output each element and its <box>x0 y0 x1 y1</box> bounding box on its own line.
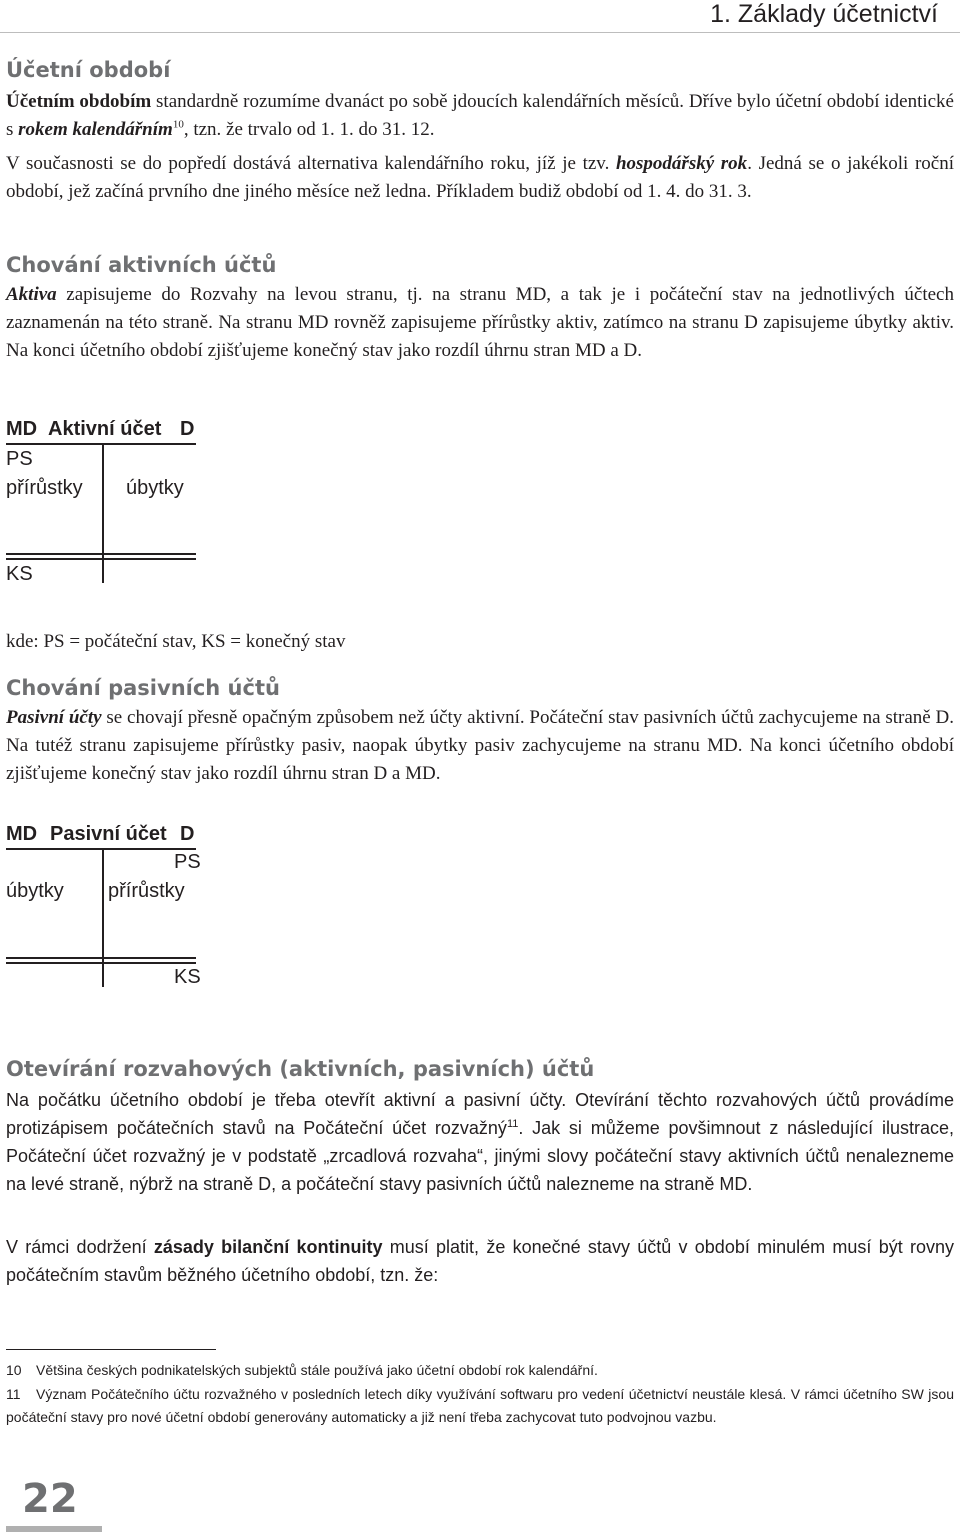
t-account-top-rule <box>6 443 196 445</box>
paragraph-text: musí platit, že konečné stavy účtů v období minulém musí být rovny počátečním stavům běžného účetního období, tzn. že: <box>6 1237 954 1285</box>
footnote-text: Většina českých podnikatelských subjektů stále používá jako účetní období rok kalendářní. <box>36 1362 598 1378</box>
t-account-opening-balance: PS <box>174 851 201 873</box>
paragraph-period-definition <box>6 88 954 144</box>
t-account-sum-rule <box>6 957 196 959</box>
term-balance-continuity: zásady bilanční kontinuity <box>153 1237 383 1257</box>
paragraph-text: , tzn. že trvalo od 1. 1. do 31. 12. <box>183 119 435 140</box>
footnote-rule <box>6 1349 216 1350</box>
section-heading-active: Chování aktivních účtů <box>6 253 277 277</box>
t-account-opening-balance: PS <box>6 448 33 470</box>
paragraph-text: . Jak si můžeme povšimnout z následující ilustrace, Počáteční účet rozvažný je v podstatě „zrcadlová rozvaha“, jinými slovy počáteční stavy aktivních účtů nenalezneme na levé straně, nýbrž na straně D, a počáteční stavy pasivních účtů nalezneme na straně MD. <box>6 1118 954 1194</box>
page-number: 22 <box>22 1476 78 1522</box>
footnote-ref-10: 10 <box>172 118 184 131</box>
t-account-divider <box>102 445 104 583</box>
t-account-top-rule <box>6 848 196 850</box>
t-account-left-header: MD <box>6 418 38 440</box>
paragraph-text: V současnosti se do popředí dostává alternativa kalendářního roku, jíž je tzv. <box>6 153 616 174</box>
term-assets: Aktiva <box>6 284 57 305</box>
t-account-sum-rule <box>6 553 196 555</box>
t-account-right-header: D <box>180 823 195 845</box>
header-rule <box>0 32 960 33</box>
paragraph-passive-accounts <box>6 704 954 788</box>
paragraph-text: zapisujeme do Rozvahy na levou stranu, tj. na stranu MD, a tak je i počáteční stav na jednotlivých účtech zaznamenán na této straně. Na stranu MD rovněž zapisujeme přírůstky aktiv, zatímco na stranu D zapisujeme úbytky aktiv. Na konci účetního období zjišťujeme konečný stav jako rozdíl úhrnu stran MD a D. <box>6 284 954 361</box>
t-account-left-entry: přírůstky <box>6 477 83 499</box>
paragraph-text: standardně rozumíme dvanáct po sobě jdoucích kalendářních měsíců. Dříve bylo účetní období identické s <box>6 91 954 140</box>
section-heading-passive: Chování pasivních účtů <box>6 676 280 700</box>
paragraph-fiscal-year <box>6 150 954 206</box>
footnote-10 <box>6 1359 954 1382</box>
term-calendar-year: rokem kalendářním <box>18 119 173 140</box>
t-account-divider <box>102 850 104 987</box>
term-liabilities: Pasivní účty <box>6 707 102 728</box>
section-heading-period: Účetní období <box>6 58 171 82</box>
paragraph-text: Na počátku účetního období je třeba otevřít aktivní a pasivní účty. Otevírání těchto rozvahových účtů provádíme protizápisem počátečních stavů na Počáteční účet rozvažný <box>6 1090 954 1138</box>
footnote-number: 10 <box>6 1362 22 1378</box>
term-accounting-period: Účetním obdobím <box>6 91 152 112</box>
t-account-closing-balance: KS <box>174 966 201 988</box>
page-number-bar <box>6 1526 102 1532</box>
t-account-closing-balance: KS <box>6 563 33 585</box>
t-account-left-header: MD <box>6 823 38 845</box>
t-account-sum-rule <box>6 558 196 560</box>
footnote-11 <box>6 1383 954 1429</box>
paragraph-text: . Jedná se o jakékoli roční období, jež začíná prvního dne jiného měsíce než ledna. Příkladem budiž období od 1. 4. do 31. 3. <box>6 153 954 202</box>
footnote-text: Význam Počátečního účtu rozvažného v posledních letech díky využívání softwaru pro vedení účetnictví neustále klesá. V rámci účetního SW jsou počáteční stavy pro nové účetní období generovány automaticky a již není třeba zachycovat tuto podvojnou vazbu. <box>6 1386 954 1425</box>
t-account-left-entry: úbytky <box>6 880 64 902</box>
term-fiscal-year: hospodářský rok <box>615 153 748 174</box>
paragraph-balance-continuity <box>6 1233 954 1289</box>
t-account-title: Pasivní účet <box>50 823 167 845</box>
t-account-title: Aktivní účet <box>48 418 162 440</box>
paragraph-active-accounts <box>6 281 954 365</box>
paragraph-opening-accounts <box>6 1086 954 1198</box>
paragraph-text: V rámci dodržení <box>6 1237 154 1257</box>
footnote-number: 11 <box>6 1386 21 1402</box>
legend-ps-ks: kde: PS = počáteční stav, KS = konečný stav <box>6 631 346 652</box>
t-account-right-entry: úbytky <box>126 477 184 499</box>
footnote-ref-11: 11 <box>506 1118 519 1130</box>
chapter-header: 1. Základy účetnictví <box>710 0 938 28</box>
t-account-right-header: D <box>180 418 195 440</box>
paragraph-text: se chovají přesně opačným způsobem než účty aktivní. Počáteční stav pasivních účtů zachycujeme na straně D. Na tutéž stranu zapisujeme přírůstky pasiv, naopak úbytky pasiv zachycujeme na stranu MD. Na konci účetního období zjišťujeme konečný stav jako rozdíl úhrnu stran D a MD. <box>6 707 954 784</box>
t-account-sum-rule <box>6 962 196 964</box>
t-account-right-entry: přírůstky <box>108 880 185 902</box>
section-heading-opening: Otevírání rozvahových (aktivních, pasivních) účtů <box>6 1057 595 1081</box>
